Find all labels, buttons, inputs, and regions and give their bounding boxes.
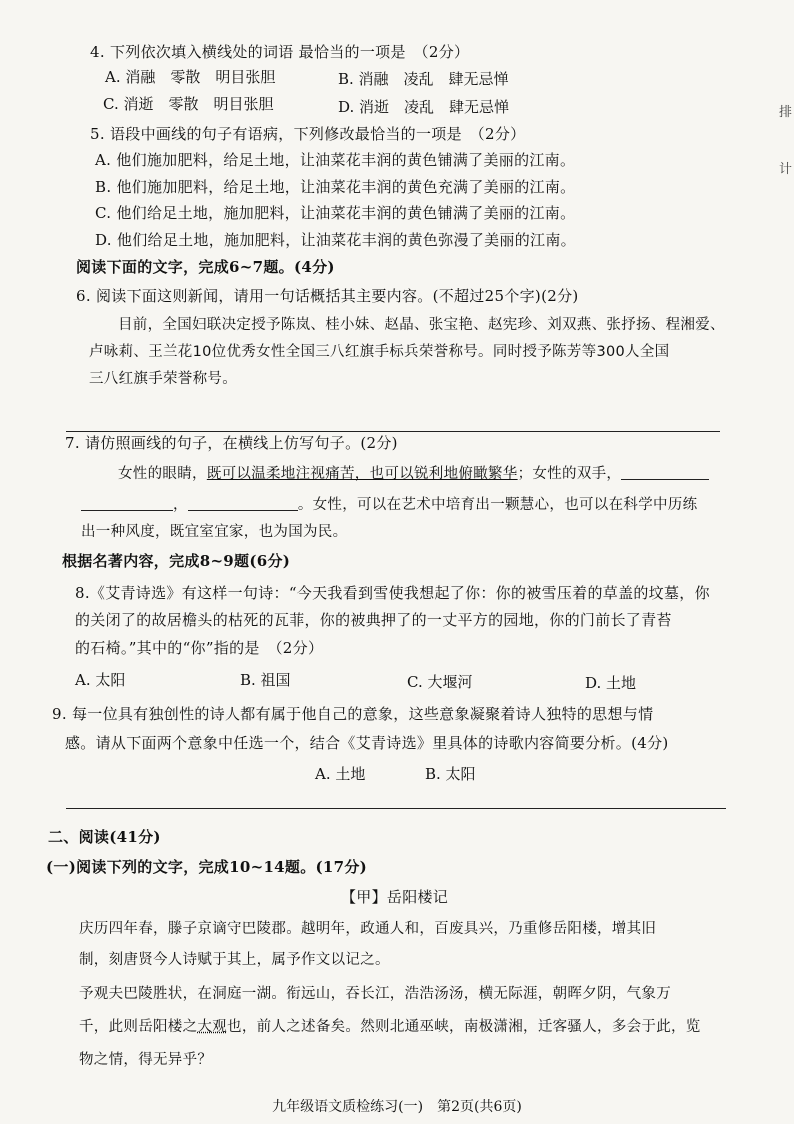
passage-p2-line-1: 予观夫巴陵胜状，在洞庭一湖。衔远山，吞长江，浩浩汤汤，横无际涯，朝晖夕阴，气象万 xyxy=(79,986,671,1002)
q9-option-b: B. 太阳 xyxy=(425,765,476,783)
q7-line-1 xyxy=(118,463,709,484)
q7-underlined-sentence: 既可以温柔地注视痛苦，也可以锐利地俯瞰繁华 xyxy=(206,466,518,482)
q7-line-1-start: 女性的眼睛， xyxy=(118,466,207,482)
part-2-heading: 二、阅读(41分) xyxy=(48,828,161,846)
passage-p2-line-2-pre: 千，此则岳阳楼之 xyxy=(79,1019,198,1035)
q9-option-a: A. 土地 xyxy=(315,765,366,783)
passage-p2-line-2 xyxy=(79,1017,701,1037)
q8-line-1: 8.《艾青诗选》有这样一句诗：“今天我看到雪使我想起了你：你的被雪压着的草盖的坟墓，你 xyxy=(75,584,710,602)
q4-option-d: D. 消逝 凌乱 肆无忌惮 xyxy=(338,98,510,116)
q9-line-1: 9. 每一位具有独创性的诗人都有属于他自己的意象，这些意象凝聚着诗人独特的思想与情 xyxy=(52,705,654,723)
q7-blank-1[interactable] xyxy=(621,463,709,480)
q8-option-b: B. 祖国 xyxy=(240,671,291,689)
q6-news-line-3: 三八红旗手荣誉称号。 xyxy=(89,371,237,387)
q8-option-a: A. 太阳 xyxy=(75,671,126,689)
q6-stem: 6. 阅读下面这则新闻，请用一句话概括其主要内容。(不超过25个字)(2分) xyxy=(76,287,579,305)
q7-line-2 xyxy=(81,494,697,515)
q7-line-1-end: ；女性的双手， xyxy=(517,466,622,482)
page-footer: 九年级语文质检练习(一) 第2页(共6页) xyxy=(272,1099,522,1115)
q7-line-2-text: 。女性，可以在艺术中培育出一颗慧心，也可以在科学中历练 xyxy=(297,497,698,513)
q8-option-d: D. 土地 xyxy=(585,674,637,692)
edge-char-mid: 计 xyxy=(779,162,793,177)
section-heading-6-7: 阅读下面的文字，完成6~7题。(4分) xyxy=(76,258,335,276)
q9-line-2: 感。请从下面两个意象中任选一个，结合《艾青诗选》里具体的诗歌内容简要分析。(4分) xyxy=(65,734,669,752)
q4-option-c: C. 消逝 零散 明目张胆 xyxy=(103,95,274,113)
edge-char-top: 排 xyxy=(779,105,793,120)
passage-p1-line-1: 庆历四年春，滕子京谪守巴陵郡。越明年，政通人和，百废具兴，乃重修岳阳楼，增其旧 xyxy=(79,921,657,937)
q7-line-3: 出一种风度，既宜室宜家，也为国为民。 xyxy=(81,524,348,540)
q7-blank-3[interactable] xyxy=(188,494,298,511)
passage-title: 【甲】岳阳楼记 xyxy=(341,888,449,906)
q4-option-a: A. 消融 零散 明目张胆 xyxy=(105,68,276,86)
q4-option-b: B. 消融 凌乱 肆无忌惮 xyxy=(338,70,509,88)
q7-line-2-comma: ， xyxy=(173,497,188,513)
q5-option-b: B. 他们施加肥料，给足土地，让油菜花丰润的黄色充满了美丽的江南。 xyxy=(95,178,576,196)
q9-answer-line[interactable] xyxy=(66,808,726,809)
q8-option-c: C. 大堰河 xyxy=(407,673,473,691)
section-heading-8-9: 根据名著内容，完成8~9题(6分) xyxy=(62,552,291,570)
q5-option-c: C. 他们给足土地，施加肥料，让油菜花丰润的黄色铺满了美丽的江南。 xyxy=(95,204,576,222)
passage-p1-line-2: 制，刻唐贤今人诗赋于其上，属予作文以记之。 xyxy=(79,952,390,968)
q5-option-d: D. 他们给足土地，施加肥料，让油菜花丰润的黄色弥漫了美丽的江南。 xyxy=(95,231,576,249)
q6-news-line-2: 卢咏莉、王兰花10位优秀女性全国三八红旗手标兵荣誉称号。同时授予陈芳等300人全国 xyxy=(89,344,670,360)
passage-p2-line-2-post: 也，前人之述备矣。然则北通巫峡，南极潇湘，迁客骚人，多会于此，览 xyxy=(227,1019,701,1035)
q7-blank-2[interactable] xyxy=(81,494,173,511)
passage-p2-line-3: 物之情，得无异乎？ xyxy=(79,1052,213,1068)
dotted-word: 大观 xyxy=(197,1019,228,1035)
q7-stem: 7. 请仿照画线的句子，在横线上仿写句子。(2分) xyxy=(65,434,398,452)
q5-stem: 5. 语段中画线的句子有语病，下列修改最恰当的一项是 （2分） xyxy=(90,125,526,143)
q5-option-a: A. 他们施加肥料，给足土地，让油菜花丰润的黄色铺满了美丽的江南。 xyxy=(95,151,576,169)
q4-stem: 4. 下列依次填入横线处的词语 最恰当的一项是 （2分） xyxy=(90,43,470,61)
q6-news-line-1: 目前，全国妇联决定授予陈岚、桂小妹、赵晶、张宝艳、赵宪珍、刘双燕、张抒扬、程湘爱、 xyxy=(118,317,725,333)
q8-line-2: 的关闭了的故居檐头的枯死的瓦菲，你的被典押了的一丈平方的园地，你的门前长了青苔 xyxy=(75,611,672,629)
subsection-1-heading: (一)阅读下列的文字，完成10~14题。(17分) xyxy=(46,858,368,876)
q8-line-3: 的石椅。”其中的“你”指的是 （2分） xyxy=(75,639,324,657)
q6-answer-line[interactable] xyxy=(66,431,720,432)
